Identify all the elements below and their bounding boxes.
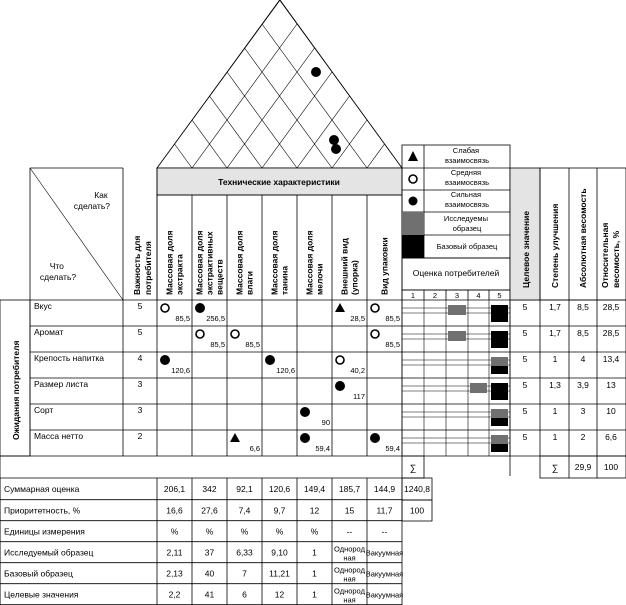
roof — [157, 0, 402, 168]
requirement-name: Размер листа — [34, 379, 89, 389]
summary-label: Базовый образец — [4, 568, 73, 579]
improvement-header: Степень улучшения — [550, 203, 560, 288]
target-value: 5 — [522, 380, 528, 390]
summary-value: 16,6 — [166, 505, 183, 516]
base-sample-mark — [491, 383, 508, 400]
relation-value: 85,5 — [245, 340, 260, 349]
studied-sample-swatch — [402, 212, 424, 235]
summary-value: 7,4 — [238, 505, 251, 516]
summary-label: Суммарная оценка — [4, 484, 80, 494]
legend — [402, 145, 510, 258]
studied-sample-mark — [491, 409, 508, 418]
summary-label: Приоритетность, % — [4, 505, 81, 516]
target-value: 5 — [522, 406, 528, 416]
legend-medium: Средняя взаимосвязь — [444, 168, 490, 187]
relation-cell — [370, 433, 400, 453]
relation-cell — [336, 356, 365, 375]
abs-weight-value: 8,5 — [577, 328, 589, 338]
summary-value: Однород ная — [334, 565, 365, 584]
summary-total: 100 — [409, 505, 425, 516]
summary-value: 7 — [242, 568, 247, 579]
improvement-value: 1,7 — [549, 328, 561, 338]
tech-header-title: Технические характеристики — [218, 177, 340, 187]
legend-strong: Сильная взаимосвязь — [444, 190, 490, 209]
consumer-eval-row — [402, 435, 510, 452]
summary-table — [0, 456, 626, 605]
abs-weight-header: Абсолютная весомость — [578, 188, 588, 288]
strong-dot-icon — [265, 355, 275, 365]
characteristic-header: Массовая доляэкстракта — [164, 230, 185, 295]
relation-cell — [335, 381, 365, 401]
studied-sample-mark — [448, 305, 466, 315]
relation-value: 28,5 — [350, 314, 365, 323]
summary-value: 27,6 — [201, 505, 218, 516]
importance-value: 2 — [137, 431, 143, 441]
relation-cell — [231, 330, 260, 349]
requirement-row — [30, 405, 626, 430]
summary-value: -- — [346, 526, 353, 537]
summary-value: 149,4 — [303, 484, 326, 494]
scale-label: 1 — [410, 291, 416, 300]
importance-value: 3 — [137, 379, 143, 389]
roof-strong-icon — [331, 144, 341, 154]
summary-value: Вакуумная — [365, 569, 404, 579]
abs-weight-value: 3 — [580, 406, 586, 416]
rel-weight-value: 10 — [606, 406, 616, 416]
requirement-row — [30, 327, 626, 352]
summary-label: Единицы измерения — [4, 526, 85, 537]
consumer-eval-row — [402, 357, 510, 374]
strong-dot-icon — [335, 381, 345, 391]
sigma-symbol: ∑ — [551, 463, 559, 473]
summary-value: 2,13 — [166, 568, 183, 579]
summary-value: 1 — [312, 568, 317, 579]
base-sample-mark — [491, 331, 508, 348]
base-sample-mark — [491, 305, 508, 322]
legend-studied: Исследуемы образец — [443, 214, 488, 233]
studied-sample-mark — [491, 357, 508, 366]
improvement-value: 1 — [552, 406, 558, 416]
summary-value: 185,7 — [338, 484, 361, 494]
legend-base: Базовый образец — [436, 242, 498, 251]
summary-value: 11,7 — [376, 505, 393, 516]
relation-cell — [300, 433, 330, 453]
expectations-column — [0, 300, 30, 456]
relation-cell — [300, 407, 330, 427]
requirement-name: Вкус — [34, 301, 52, 311]
weak-triangle-icon — [408, 151, 418, 161]
relation-cell — [195, 303, 225, 323]
summary-value: Однород ная — [334, 586, 365, 605]
importance-value: 5 — [137, 327, 143, 337]
summary-value: 2,11 — [166, 547, 183, 558]
weak-triangle-icon — [335, 303, 345, 312]
summary-value: 15 — [344, 505, 355, 516]
sigma-symbol: ∑ — [409, 463, 417, 473]
requirement-name: Аромат — [34, 327, 64, 337]
medium-circle-icon — [161, 304, 169, 312]
how-label: Как сделать? — [73, 190, 110, 211]
summary-value: 41 — [204, 589, 215, 600]
improvement-value: 1,7 — [549, 302, 561, 312]
relation-value: 59,4 — [315, 444, 330, 453]
summary-value: % — [310, 526, 319, 537]
summary-value: % — [205, 526, 214, 537]
relation-value: 120,6 — [171, 366, 190, 375]
relation-cell — [161, 304, 190, 323]
characteristic-header: Массовая долявлаги — [234, 230, 255, 295]
improvement-value: 1 — [552, 432, 558, 442]
relation-value: 6,6 — [249, 444, 260, 453]
requirement-name: Сорт — [34, 405, 54, 415]
relation-value: 120,6 — [276, 366, 295, 375]
summary-value: 40 — [204, 568, 215, 579]
rel-weight-value: 28,5 — [602, 328, 620, 338]
roof-strong-icon — [329, 135, 339, 145]
summary-value: 6 — [242, 589, 247, 600]
relation-cell — [160, 355, 190, 375]
rel-weight-value: 6,6 — [605, 432, 617, 442]
relation-value: 40,2 — [350, 366, 365, 375]
relation-value: 85,5 — [175, 314, 190, 323]
summary-value: % — [275, 526, 284, 537]
summary-value: Вакуумная — [365, 590, 404, 600]
summary-row — [0, 587, 403, 605]
summary-value: % — [170, 526, 179, 537]
importance-header: Важность для потребителя — [132, 235, 153, 295]
summary-row — [0, 566, 403, 584]
characteristic-header: Вид упаковки — [379, 237, 390, 295]
scale-label: 2 — [432, 291, 438, 300]
relation-cell — [371, 330, 400, 349]
strong-dot-icon — [409, 197, 418, 206]
requirement-row — [30, 379, 626, 404]
total-abs-weight: 29,9 — [574, 462, 592, 472]
summary-row — [0, 527, 402, 542]
target-value: 5 — [522, 328, 528, 338]
requirement-name: Масса нетто — [34, 431, 84, 441]
rel-weight-value: 13 — [606, 380, 616, 390]
relation-value: 90 — [321, 418, 330, 427]
consumer-eval-title: Оценка потребителей — [412, 268, 500, 278]
summary-value: 120,6 — [268, 484, 291, 494]
target-value-header: Целевое значение — [521, 210, 531, 288]
summary-value: 9,7 — [273, 505, 286, 516]
right-headers — [510, 168, 626, 300]
consumer-eval-header — [402, 258, 510, 300]
relation-cell — [196, 330, 225, 349]
summary-total: 1240,8 — [404, 484, 430, 494]
summary-value: 1 — [312, 547, 317, 558]
summary-value: 6,33 — [236, 547, 253, 558]
summary-label: Исследуемый образец — [4, 547, 94, 558]
relation-value: 117 — [353, 392, 365, 401]
relation-value: 85,5 — [385, 314, 400, 323]
consumer-eval-row — [402, 305, 510, 322]
strong-dot-icon — [160, 355, 170, 365]
importance-value: 3 — [137, 405, 143, 415]
strong-dot-icon — [195, 303, 205, 313]
studied-sample-mark — [470, 383, 487, 393]
relation-value: 256,5 — [206, 314, 225, 323]
summary-value: 1 — [312, 589, 317, 600]
abs-weight-value: 3,9 — [577, 380, 589, 390]
relation-value: 85,5 — [210, 340, 225, 349]
strong-dot-icon — [300, 433, 310, 443]
consumer-eval-row — [402, 409, 510, 426]
summary-value: Однород ная — [334, 544, 365, 563]
target-value: 5 — [522, 302, 528, 312]
relation-cell — [371, 304, 400, 323]
summary-value: 144,9 — [373, 484, 396, 494]
total-rel-weight: 100 — [603, 462, 619, 472]
tech-header — [157, 168, 402, 300]
abs-weight-value: 2 — [580, 432, 586, 442]
summary-label: Целевые значения — [4, 589, 79, 600]
relation-value: 59,4 — [385, 444, 400, 453]
what-label: Что сделать? — [39, 261, 77, 282]
improvement-value: 1 — [552, 354, 558, 364]
importance-value: 5 — [137, 301, 143, 311]
relation-cell — [265, 355, 295, 375]
rel-weight-value: 28,5 — [602, 302, 620, 312]
summary-row — [0, 545, 403, 563]
strong-dot-icon — [300, 407, 310, 417]
relation-cell — [335, 303, 365, 323]
strong-dot-icon — [370, 433, 380, 443]
medium-circle-icon — [196, 330, 204, 338]
relation-cell — [230, 433, 260, 453]
studied-sample-mark — [448, 331, 466, 341]
summary-value: -- — [381, 526, 388, 537]
medium-circle-icon — [371, 330, 379, 338]
summary-value: 12 — [274, 589, 285, 600]
importance-value: 4 — [137, 353, 143, 363]
corner-cell — [30, 168, 153, 300]
scale-label: 3 — [454, 291, 460, 300]
summary-value: Вакуумная — [365, 548, 404, 558]
scale-label: 4 — [476, 291, 481, 300]
summary-value: 2,2 — [168, 589, 181, 600]
summary-value: 37 — [204, 547, 215, 558]
target-value: 5 — [522, 354, 528, 364]
medium-circle-icon — [409, 175, 417, 183]
requirement-row — [30, 431, 626, 456]
requirement-row — [30, 301, 626, 326]
abs-weight-value: 4 — [580, 354, 586, 364]
summary-value: % — [240, 526, 249, 537]
consumer-eval-row — [402, 383, 510, 400]
summary-value: 342 — [202, 484, 217, 494]
characteristic-header: Массовая долятанина — [269, 230, 290, 295]
requirement-name: Крепость напитка — [34, 353, 104, 363]
rel-weight-header: Относительная весомость, % — [600, 222, 621, 288]
medium-circle-icon — [336, 356, 344, 364]
summary-value: 11,21 — [269, 568, 290, 579]
characteristic-header: Внешний вид(упорка) — [339, 238, 360, 295]
relation-value: 85,5 — [385, 340, 400, 349]
target-value: 5 — [522, 432, 528, 442]
improvement-value: 1,3 — [549, 380, 561, 390]
roof-strong-icon — [311, 67, 321, 77]
base-sample-swatch — [402, 235, 424, 258]
summary-value: 9,10 — [271, 547, 288, 558]
requirement-row — [30, 353, 626, 378]
legend-weak: Слабая взаимосвязь — [444, 146, 490, 165]
summary-value: 206,1 — [163, 484, 186, 494]
scale-label: 5 — [497, 291, 502, 300]
characteristic-header: Массовая долямелочи — [304, 230, 325, 295]
summary-value: 12 — [309, 505, 320, 516]
consumer-eval-row — [402, 331, 510, 348]
medium-circle-icon — [231, 330, 239, 338]
abs-weight-value: 8,5 — [577, 302, 589, 312]
weak-triangle-icon — [230, 433, 240, 442]
expectations-label: Ожидания потребителя — [11, 340, 21, 440]
medium-circle-icon — [371, 304, 379, 312]
summary-value: 92,1 — [236, 484, 253, 494]
rel-weight-value: 13,4 — [602, 354, 620, 364]
studied-sample-mark — [491, 435, 508, 444]
characteristic-header: Массовая доляэкстрактивныхвеществ — [194, 230, 225, 295]
